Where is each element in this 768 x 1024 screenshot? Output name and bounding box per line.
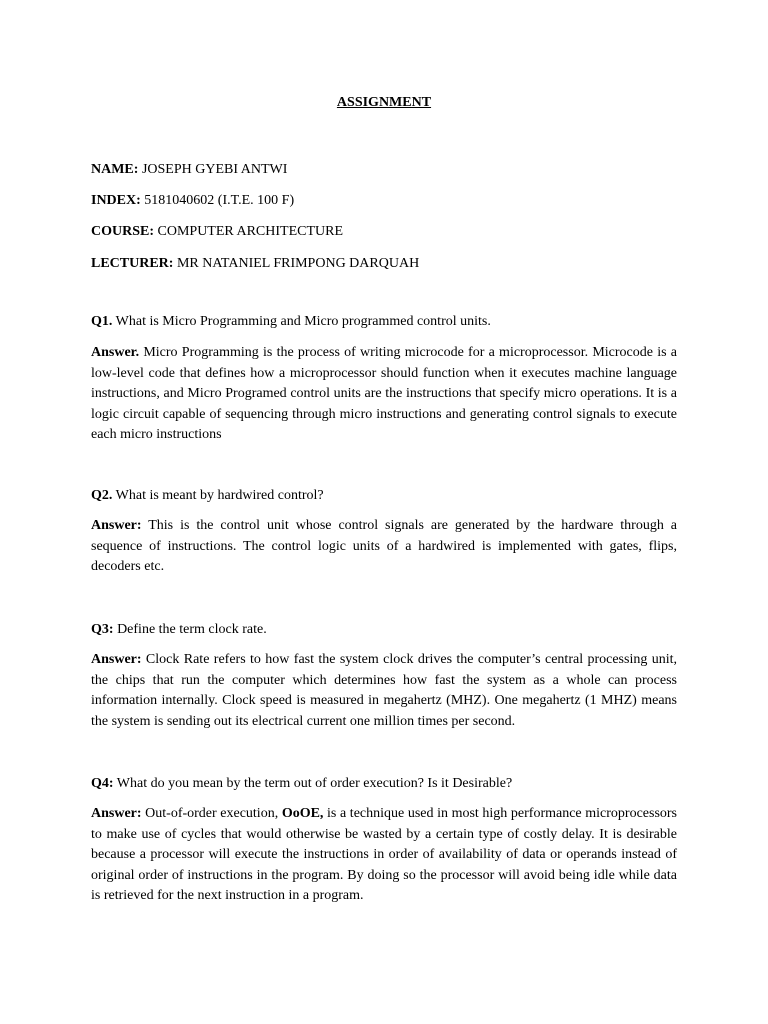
document-title: ASSIGNMENT <box>336 95 432 110</box>
answer-text: This is the control unit whose control signals are generated by the hardware through a sequence of instructions. The control logic units of a hardwired is implemented with gates, flips, decoders etc. <box>91 518 677 575</box>
question-4 <box>91 774 677 794</box>
question-text: Define the term clock rate. <box>113 622 267 637</box>
info-label: COURSE: <box>91 224 155 239</box>
info-label: INDEX: <box>91 193 141 208</box>
info-index <box>91 191 294 211</box>
answer-label: Answer: <box>91 518 142 533</box>
info-value: JOSEPH GYEBI ANTWI <box>138 162 288 177</box>
info-label: NAME: <box>91 162 139 177</box>
question-text: What is meant by hardwired control? <box>112 488 324 503</box>
answer-acronym: OoOE, <box>281 806 324 821</box>
question-3 <box>91 620 677 640</box>
info-course <box>91 222 343 242</box>
question-label: Q3: <box>91 622 114 637</box>
answer-label: Answer. <box>91 345 140 360</box>
answer-label: Answer: <box>91 652 142 667</box>
info-value: MR NATANIEL FRIMPONG DARQUAH <box>173 256 420 271</box>
answer-text: Micro Programming is the process of writing microcode for a microprocessor. Microcode is a low-level code that defines how a microprocessor should function when it executes machine language instructions, and Micro Programed control units are the instructions that specify micro operations. It is a logic circuit capable of sequencing through micro instructions and generating control signals to execute each micro instructions <box>91 345 677 443</box>
answer-1 <box>91 343 677 446</box>
info-lecturer <box>91 254 419 274</box>
info-value: 5181040602 (I.T.E. 100 F) <box>140 193 295 208</box>
question-label: Q4: <box>91 776 114 791</box>
info-value: COMPUTER ARCHITECTURE <box>154 224 344 239</box>
answer-4 <box>91 804 677 907</box>
answer-text-pre: Out-of-order execution, <box>141 806 282 821</box>
answer-text: Clock Rate refers to how fast the system clock drives the computer’s central processing unit, the chips that run the computer which determines how fast the system as a whole can process information internally. Clock speed is measured in megahertz (MHZ). One megahertz (1 MHZ) means the system is sending out its electrical current one million times per second. <box>91 652 677 729</box>
question-label: Q2. <box>91 488 113 503</box>
question-2 <box>91 486 677 506</box>
info-name <box>91 160 287 180</box>
question-text: What is Micro Programming and Micro programmed control units. <box>112 314 491 329</box>
answer-text: is a technique used in most high performance microprocessors to make use of cycles that would otherwise be wasted by a certain type of costly delay. It is desirable because a processor will execute the instructions in order of availability of data or operands instead of original order of instructions in the program. By doing so the processor will avoid being idle while data is retrieved for the next instruction in a program. <box>91 806 678 904</box>
question-label: Q1. <box>91 314 113 329</box>
question-text: What do you mean by the term out of order execution? Is it Desirable? <box>113 776 513 791</box>
question-1 <box>91 312 677 332</box>
answer-label: Answer: <box>91 806 142 821</box>
answer-3 <box>91 650 677 732</box>
info-label: LECTURER: <box>91 256 174 271</box>
answer-2 <box>91 516 677 578</box>
